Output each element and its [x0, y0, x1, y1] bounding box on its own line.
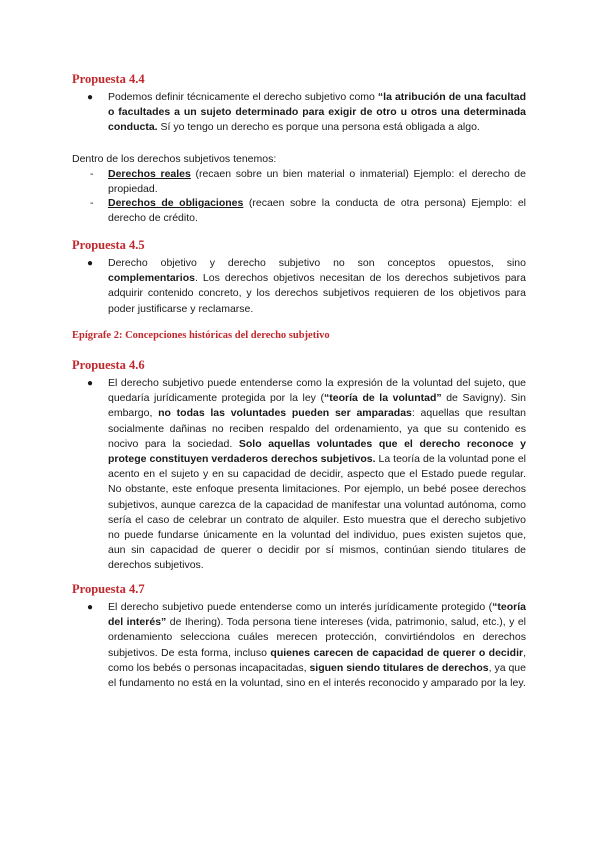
text-run: El derecho subjetivo puede entenderse como la expresión de la voluntad del sujeto, que quedaría jurídicamente protegida por la ley (: [108, 377, 526, 405]
list-item-derechos-obligaciones: [108, 196, 526, 226]
paragraph-4-4: [108, 90, 526, 136]
bold-run: quienes carecen de capacidad de querer o decidir: [270, 646, 524, 659]
list-item-derechos-reales: [108, 167, 526, 197]
text-run: El derecho subjetivo puede entenderse como un interés jurídicamente protegido (: [108, 601, 493, 613]
text-run: , como los bebés o personas incapacitadas,: [108, 646, 526, 674]
bullet-icon: ●: [87, 602, 94, 613]
bullet-icon: ●: [87, 258, 94, 269]
bold-run: Solo aquellas voluntades que el derecho reconoce y protege constituyen verdaderos derechos subjetivos.: [108, 437, 526, 466]
text-run: de Ihering). Toda persona tiene intereses (vida, patrimonio, salud, etc.), y el ordenamiento selecciona cuáles merecen protección, convirtiéndolos en derechos subjetivos. De esta forma, incluso: [108, 616, 526, 659]
text-run: (recaen sobre la conducta de otra persona) Ejemplo: el derecho de crédito.: [108, 197, 526, 225]
heading-propuesta-4-5: Propuesta 4.5: [72, 238, 145, 252]
intro-text: Dentro de los derechos subjetivos tenemos:: [72, 153, 277, 165]
bold-run: “teoría del interés”: [108, 601, 526, 629]
text-run: Derecho objetivo y derecho subjetivo no son conceptos opuestos, sino: [108, 257, 526, 269]
text-run: (recaen sobre un bien material o inmaterial) Ejemplo: el derecho de propiedad.: [108, 168, 526, 196]
text-run: : aquellas que resultan socialmente dañinas no reciben respaldo del ordenamiento, ya que su contenido es nocivo para la sociedad.: [108, 407, 527, 450]
paragraph-4-6: [108, 376, 526, 574]
term-derechos-obligaciones: Derechos de obligaciones: [108, 197, 244, 209]
paragraph-4-5: [108, 256, 526, 317]
text-run: La teoría de la voluntad pone el acento en el sujeto y en su capacidad de decidir, aspecto que el Estado puede regular. No obstante, este enfoque presenta limitaciones. Por ejemplo, un bebé posee derechos subjetivos, aunque carezca de la capacidad de manifestar una voluntad autónoma, como sería el caso de celebrar un contrato de alquiler. Esto muestra que el derecho subjetivo no puede fundarse únicamente en la voluntad del individuo, pues existen sujetos que, aun sin capacidad de querer o decidir por sí mismos, continúan siendo titulares de derechos subjetivos.: [108, 453, 527, 572]
bold-run: “la atribución de una facultad o facultades a un sujeto determinado para exigir de otro u otros una determinada conducta.: [108, 91, 527, 134]
bold-run: no todas las voluntades pueden ser amparadas: [158, 407, 412, 420]
bold-run: siguen siendo titulares de derechos: [309, 661, 489, 674]
text-run: . Los derechos objetivos necesitan de los derechos subjetivos para adquirir contenido concreto, y los derechos subjetivos requieren de los objetivos para poder justificarse y reclamarse.: [108, 272, 526, 315]
text-run: de Savigny). Sin embargo,: [108, 392, 526, 420]
text-run: Podemos definir técnicamente el derecho subjetivo como: [108, 91, 378, 103]
epigrafe-heading: Epígrafe 2: Concepciones históricas del derecho subjetivo: [72, 330, 330, 341]
dash-marker: -: [90, 197, 94, 209]
paragraph-4-7: [108, 600, 526, 691]
heading-propuesta-4-7: Propuesta 4.7: [72, 582, 145, 596]
bold-run: “teoría de la voluntad”: [324, 392, 442, 405]
dash-marker: -: [90, 168, 94, 180]
heading-propuesta-4-6: Propuesta 4.6: [72, 358, 145, 372]
bold-run: complementarios: [108, 272, 195, 285]
term-derechos-reales: Derechos reales: [108, 168, 191, 180]
heading-propuesta-4-4: Propuesta 4.4: [72, 72, 145, 86]
bullet-icon: ●: [87, 378, 94, 389]
bullet-icon: ●: [87, 92, 94, 103]
text-run: , ya que el fundamento no está en la voluntad, sino en el interés reconocido y amparado por la ley.: [108, 661, 526, 690]
text-run: Sí yo tengo un derecho es porque una persona está obligada a algo.: [157, 121, 480, 134]
